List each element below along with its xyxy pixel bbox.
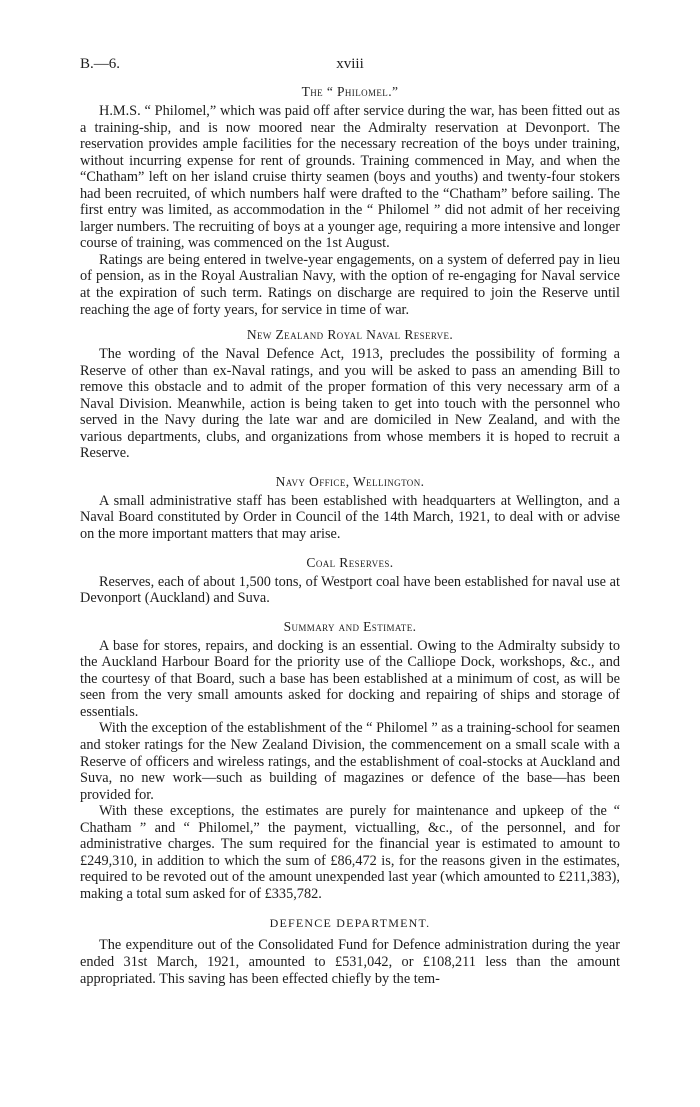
section-heading: The “ Philomel.”: [301, 84, 399, 99]
section-naval-reserve: [80, 327, 620, 462]
section-heading: Summary and Estimate.: [283, 618, 417, 634]
paragraph: The wording of the Naval Defence Act, 1913, precludes the possibility of forming a Reserve of other than ex-Naval ratings, and you will be asked to pass an amending Bill to remove this obstacle and to admit of the proper formation of this very necessary arm of a Naval Division. Meanwhile, action is being taken to get into touch with the personnel who served in the Navy during the late war and are domiciled in New Zealand, and with the various departments, clubs, and organizations from whose members it is hoped to recruit a Reserve.: [80, 346, 620, 462]
paragraph: H.M.S. “ Philomel,” which was paid off after service during the war, has been fitted out as a training-ship, and is now moored near the Admiralty reservation at Devonport. The reservation provides ample facilities for the necessary recreation of the boys under training, without incurring expense for rent of grounds. Training commenced in May, and when the “Chatham” left on her island cruise thirty seamen (boys and youths) and twenty-four stokers had been recruited, of which numbers half were drafted to the “Chatham” before sailing. The first entry was limited, as accommodation in the “ Philomel ” did not admit of her receiving larger numbers. The recruiting of boys at a younger age, requiring a more intensive and longer course of training, was commenced on the 1st August.: [80, 103, 620, 252]
running-header: [80, 56, 620, 80]
section-defence-department: [80, 916, 620, 987]
document-reference: B.—6.: [80, 56, 121, 72]
paragraph: A small administrative staff has been established with headquarters at Wellington, and a Naval Board constituted by Order in Council of the 14th March, 1921, to deal with or advise on the more important matters that may arise.: [80, 492, 620, 543]
section-philomel: [80, 84, 620, 318]
document-page: [80, 56, 620, 987]
paragraph: With these exceptions, the estimates are purely for maintenance and upkeep of the “ Chatham ” and “ Philomel,” the payment, victualling, &c., of the personnel, and for administrative charges. The sum required for the financial year is estimated to amount to £249,310, in addition to which the sum of £86,472 is, for the reasons given in the estimates, required to be revoted out of the amount unexpended last year (which amounted to £211,383), making a total sum asked for of £335,782.: [80, 803, 620, 902]
page-number: xviii: [336, 56, 364, 72]
paragraph: A base for stores, repairs, and docking is an essential. Owing to the Admiralty subsidy to the Auckland Harbour Board for the priority use of the Calliope Dock, workshops, &c., and the courtesy of that Board, such a base has been established at a minimum of cost, as will be seen from the very small amounts asked for docking and repairing of ships and storage of essentials.: [80, 637, 620, 720]
section-navy-office: [80, 474, 620, 543]
paragraph: The expenditure out of the Consolidated Fund for Defence administration during the year ended 31st March, 1921, amounted to £531,042, or £108,211 less than the amount appropriated. This saving has been effected chiefly by the tem-: [80, 937, 620, 987]
section-heading: New Zealand Royal Naval Reserve.: [246, 327, 454, 343]
paragraph: Reserves, each of about 1,500 tons, of Westport coal have been established for naval use at Devonport (Auckland) and Suva.: [80, 573, 620, 607]
section-summary-estimate: [80, 619, 620, 903]
section-heading: Navy Office, Wellington.: [275, 473, 425, 489]
paragraph: With the exception of the establishment of the “ Philomel ” as a training-school for seamen and stoker ratings for the New Zealand Division, the commencement on a small scale with a Reserve of officers and wireless ratings, and the establishment of coal-stocks at Auckland and Suva, no new work—such as building of magazines or defence of the base—has been provided for.: [80, 720, 620, 803]
paragraph: Ratings are being entered in twelve-year engagements, on a system of deferred pay in lieu of pension, as in the Royal Australian Navy, with the option of re-engaging for Naval service at the expiration of such term. Ratings on discharge are required to join the Reserve until reaching the age of forty years, for service in time of war.: [80, 251, 620, 318]
section-heading: Coal Reserves.: [306, 554, 394, 570]
section-coal-reserves: [80, 555, 620, 607]
section-heading: DEFENCE DEPARTMENT.: [269, 916, 431, 931]
